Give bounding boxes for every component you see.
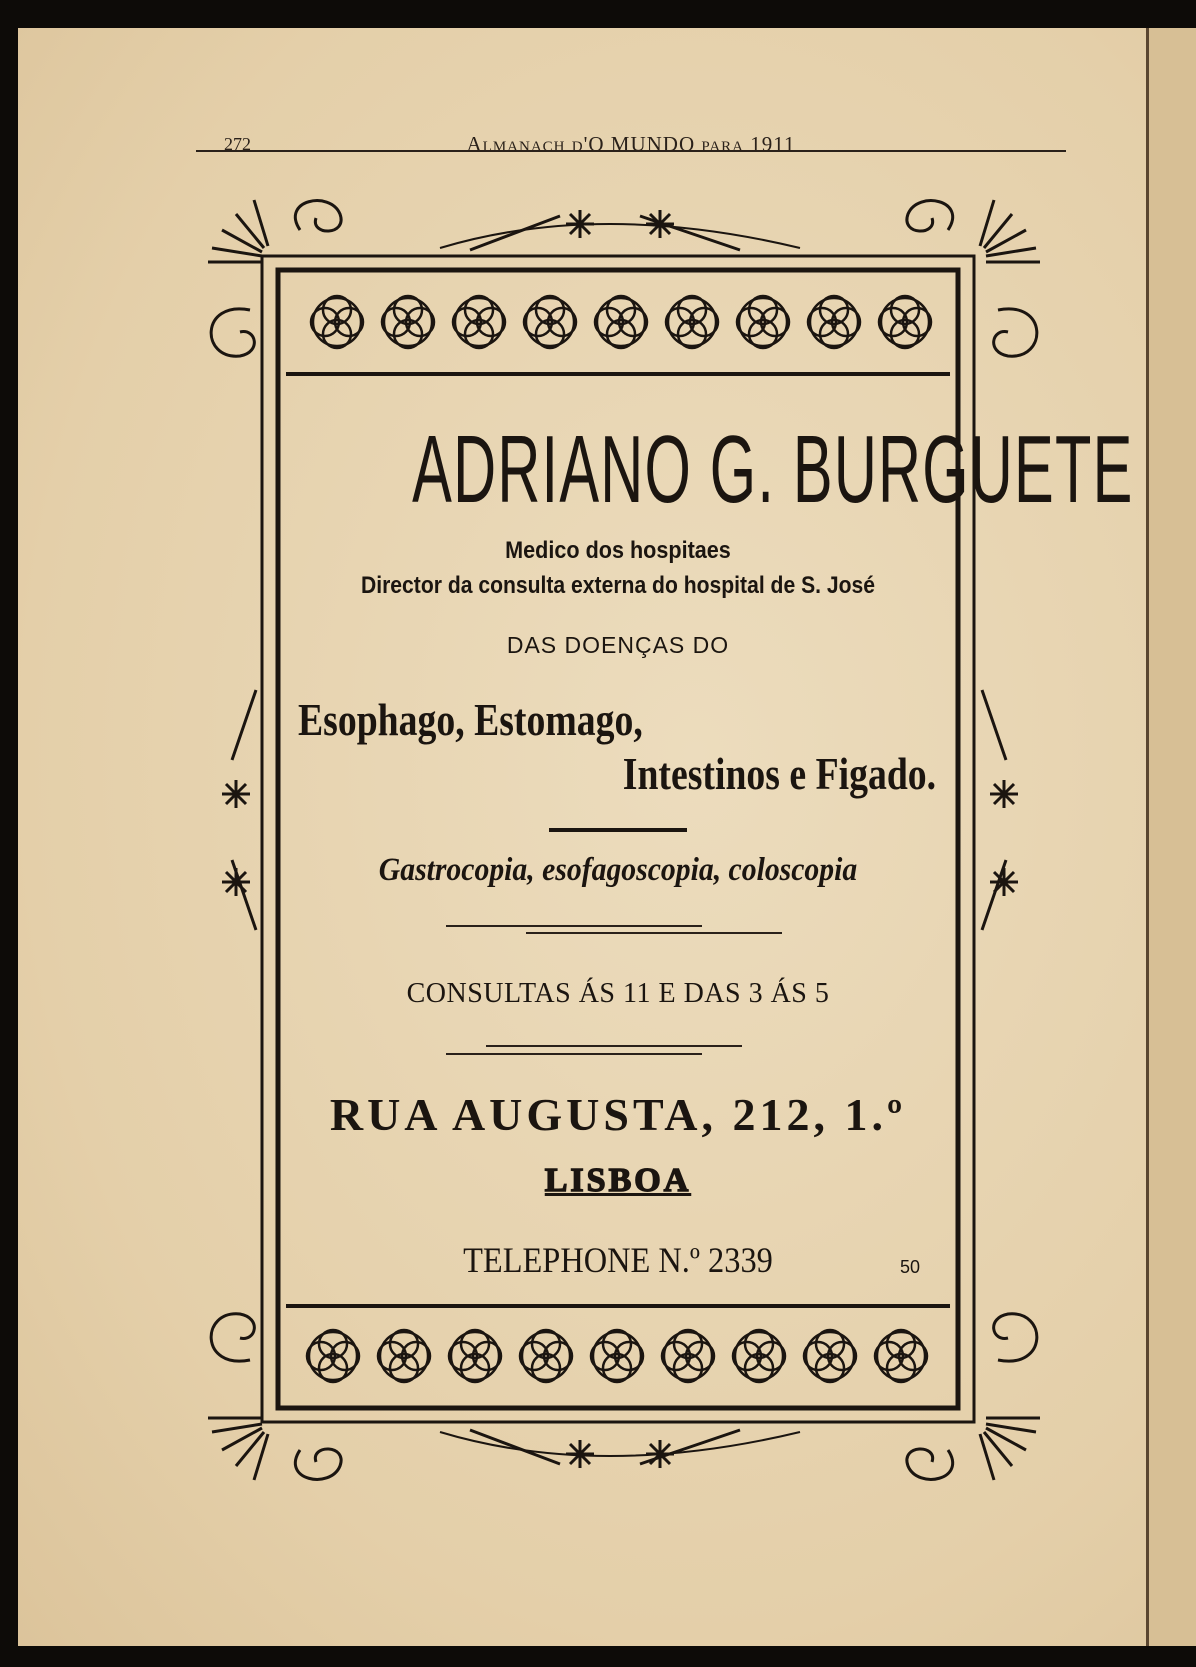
bottom-arc: [440, 1432, 800, 1456]
bottom-right-fan: [980, 1418, 1040, 1480]
bottom-left-fan: [208, 1418, 268, 1480]
top-left-fan: [208, 200, 268, 262]
telephone: TELEPHONE N.º 2339: [463, 1240, 773, 1280]
doctor-name: ADRIANO G. BURGUETE: [412, 416, 1134, 523]
double-rule-upper: [446, 925, 702, 927]
city: LISBOA: [544, 1162, 692, 1199]
diseases-intro: DAS DOENÇAS DO: [506, 632, 730, 658]
advertisement: [286, 275, 1134, 1405]
top-arc: [440, 224, 800, 248]
bottom-right-scroll: [907, 1449, 953, 1479]
page-number: 272: [224, 134, 251, 154]
ad-code: 50: [899, 1257, 920, 1277]
role-line-2: Director da consulta externa do hospital de S. José: [360, 572, 876, 599]
top-right-scroll: [907, 201, 953, 231]
double-rule-upper-2: [526, 932, 782, 934]
top-left-scroll: [295, 201, 341, 231]
top-right-fan: [980, 200, 1040, 262]
left-upper-scroll: [211, 309, 254, 356]
left-lower-scroll: [211, 1314, 254, 1361]
short-rule: [549, 828, 687, 832]
street-address: RUA AUGUSTA, 212, 1.º: [329, 1089, 907, 1140]
right-upper-scroll: [994, 309, 1037, 356]
right-side-stems: [982, 690, 1006, 930]
right-lower-scroll: [994, 1314, 1037, 1361]
organs-line-2: Intestinos e Figado.: [622, 748, 936, 799]
role-line-1: Medico dos hospitaes: [505, 537, 731, 564]
consultation-hours: CONSULTAS ÁS 11 E DAS 3 ÁS 5: [406, 978, 830, 1009]
running-title: Almanach d'O MUNDO para 1911: [466, 132, 796, 156]
double-rule-lower: [486, 1045, 742, 1047]
double-rule-lower-2: [446, 1053, 702, 1055]
organs-line-1: Esophago, Estomago,: [298, 694, 643, 745]
procedures: Gastrocopia, esofagoscopia, coloscopia: [378, 852, 858, 888]
bottom-left-scroll: [295, 1449, 341, 1479]
